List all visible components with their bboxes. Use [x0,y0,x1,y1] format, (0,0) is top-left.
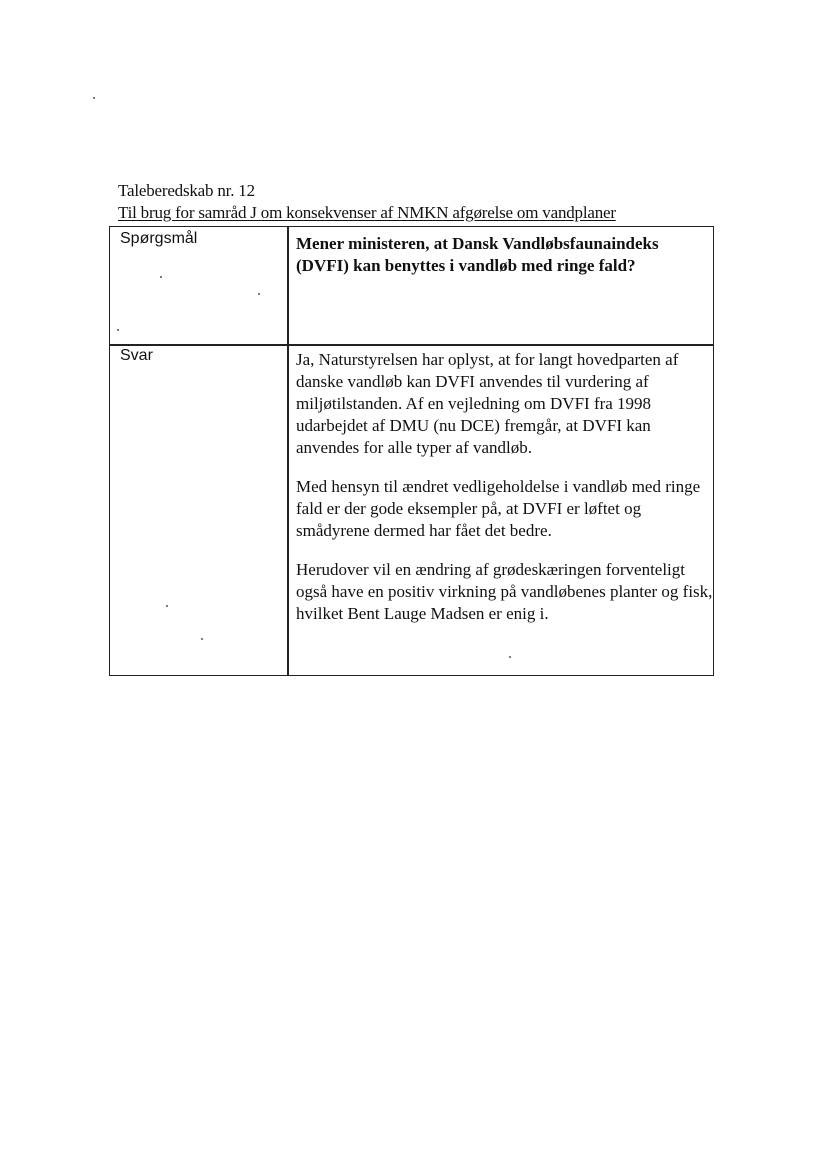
scan-speck [160,276,162,278]
row-divider [110,344,713,346]
scan-speck [258,293,260,295]
column-divider [287,227,289,675]
answer-text [296,349,714,642]
question-text: Mener ministeren, at Dansk Vandløbsfaunaindeks (DVFI) kan benyttes i vandløb med ringe fald? [296,234,659,275]
answer-paragraph: Herudover vil en ændring af grødeskæringen forventeligt også have en positiv virkning på vandløbenes planter og fisk, hvilket Bent Lauge Madsen er enig i. [296,560,713,623]
qa-table [109,226,714,676]
scan-speck [166,605,168,607]
answer-label: Svar [120,347,153,364]
scan-speck [509,656,511,658]
scan-speck [93,97,95,99]
answer-paragraph: Med hensyn til ændret vedligeholdelse i vandløb med ringe fald er der gode eksempler på, at DVFI er løftet og smådyrene dermed har fået det bedre. [296,477,701,540]
scan-speck [201,638,203,640]
answer-paragraph: Ja, Naturstyrelsen har oplyst, at for langt hovedparten af danske vandløb kan DVFI anvendes til vurdering af miljøtilstanden. Af en vejledning om DVFI fra 1998 udarbejdet af DMU (nu DCE) fremgår, at DVFI kan anvendes for alle typer af vandløb. [296,350,679,457]
document-subtitle: Til brug for samråd J om konsekvenser af NMKN afgørelse om vandplaner [118,203,616,222]
scan-speck [117,329,119,331]
document-title: Taleberedskab nr. 12 [118,181,255,200]
question-label: Spørgsmål [120,230,198,247]
